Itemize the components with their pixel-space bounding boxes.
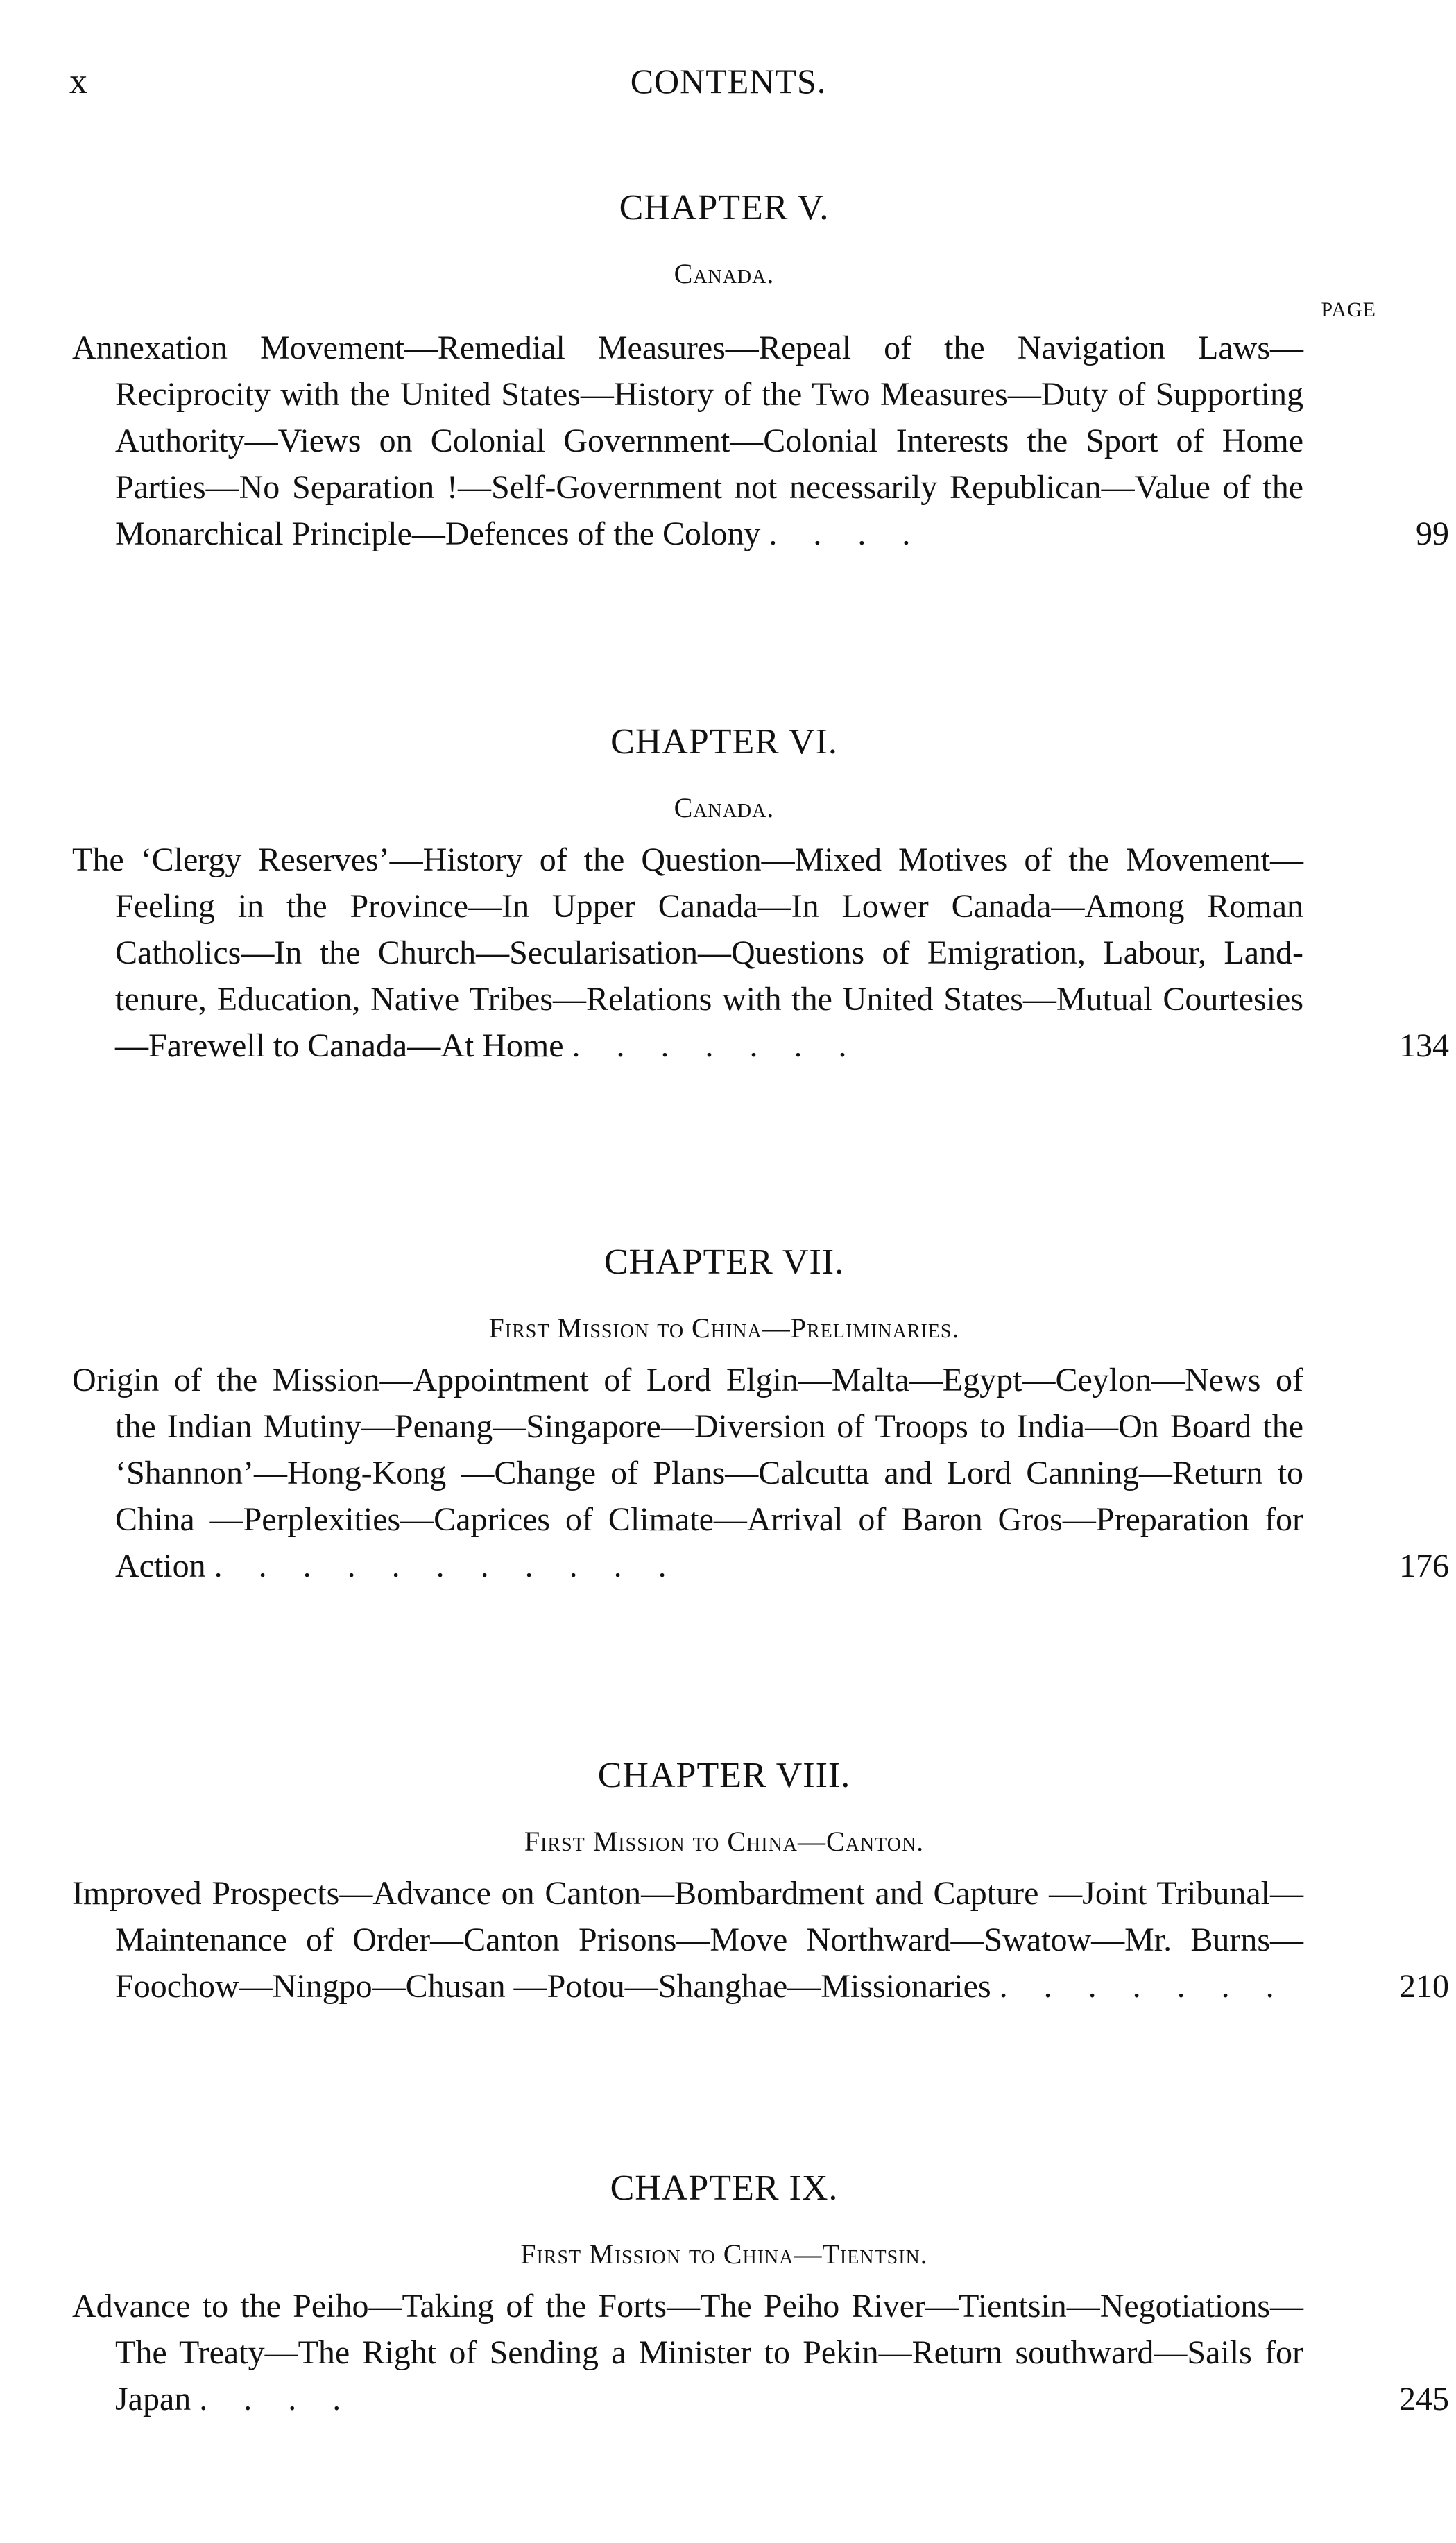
chapter-subtitle: First Mission to China—Preliminaries. [488, 1312, 960, 1344]
chapter-page-number: 134 [1399, 1027, 1449, 1064]
chapter-section [72, 1755, 1449, 2010]
chapter-summary: The ‘Clergy Reserves’—History of the Question—Mixed Motives of the Movement—Feeling in the Province—In Upper Canada—In Lower Canada—Among Roman Catholics—In the Church—Secularisation—Questions of Emigration, Labour, Land-tenure, Education, Native Tribes—Relations with the United States—Mutual Courtesies —Farewell to Canada—At Home [72, 841, 1303, 1064]
chapter-summary-entry [72, 1870, 1449, 2010]
chapter-page-number: 176 [1399, 1548, 1449, 1584]
chapter-heading: CHAPTER VIII. [597, 1756, 851, 1795]
page-column-label: PAGE [1321, 298, 1376, 321]
chapter-summary-entry [72, 1357, 1449, 1589]
page-folio: x [69, 62, 89, 101]
chapter-summary-entry [72, 2283, 1449, 2422]
chapter-subtitle: First Mission to China—Canton. [524, 1826, 925, 1857]
chapter-summary-entry [72, 837, 1449, 1069]
chapter-heading: CHAPTER VI. [610, 722, 838, 762]
running-head [69, 61, 1387, 110]
dot-leaders: . . . . . . . . . . . [214, 1548, 680, 1584]
chapter-subtitle: Canada. [674, 258, 775, 289]
chapter-summary: Advance to the Peiho—Taking of the Forts—The Peiho River—Tientsin—Negotiations—The Treaty—The Right of Sending a Minister to Pekin—Return southward—Sails for Japan [72, 2288, 1303, 2417]
chapter-heading: CHAPTER IX. [610, 2168, 839, 2208]
chapter-section [72, 187, 1449, 557]
chapter-page-number: 99 [1416, 515, 1449, 552]
chapter-summary: Origin of the Mission—Appointment of Lord Elgin—Malta—Egypt—Ceylon—News of the Indian Mutiny—Penang—Singapore—Diversion of Troops to India—On Board the ‘Shannon’—Hong-Kong —Change of Plans—Calcutta and Lord Canning—Return to China —Perplexities—Caprices of Climate—Arrival of Baron Gros—Preparation for Action [72, 1362, 1303, 1584]
chapter-section [72, 1242, 1449, 1589]
chapter-subtitle: First Mission to China—Tientsin. [520, 2238, 928, 2270]
dot-leaders: . . . . . . . [572, 1027, 861, 1064]
chapter-heading: CHAPTER V. [619, 188, 830, 228]
chapter-summary-entry [72, 325, 1449, 557]
chapter-section [72, 2168, 1449, 2422]
chapter-subtitle: Canada. [674, 792, 775, 823]
chapter-summary: Annexation Movement—Remedial Measures—Repeal of the Navigation Laws—Reciprocity with the United States—History of the Two Measures—Duty of Supporting Authority—Views on Colonial Government—Colonial Interests the Sport of Home Parties—No Separation !—Self-Government not necessarily Republican—Value of the Monarchical Principle—Defences of the Colony [72, 329, 1303, 552]
chapter-summary: Improved Prospects—Advance on Canton—Bombardment and Capture —Joint Tribunal—Maintenance of Order—Canton Prisons—Move Northward—Swatow—Mr. Burns—Foochow—Ningpo—Chusan —Potou—Shanghae—Missionaries [72, 1875, 1303, 2005]
chapter-heading: CHAPTER VII. [603, 1242, 845, 1282]
dot-leaders: . . . . [769, 515, 925, 552]
chapter-page-number: 210 [1399, 1968, 1449, 2005]
chapter-page-number: 245 [1399, 2381, 1449, 2417]
dot-leaders: . . . . [199, 2381, 355, 2417]
dot-leaders: . . . . . . . [999, 1968, 1288, 2005]
chapter-section [72, 721, 1449, 1069]
running-title: CONTENTS. [630, 62, 827, 101]
